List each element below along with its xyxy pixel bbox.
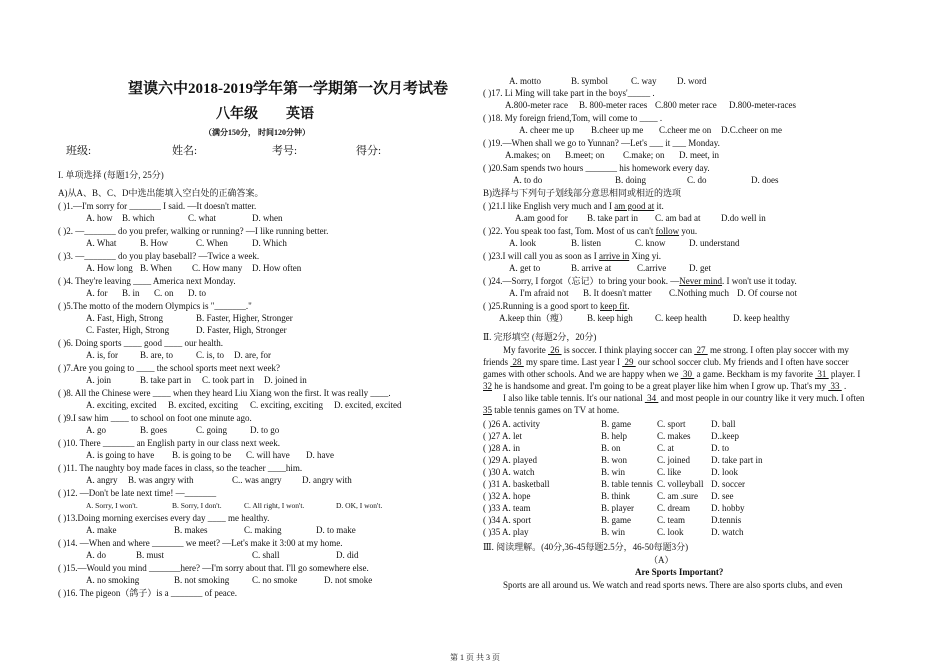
opt26-a: ( )26 A. activity bbox=[483, 419, 540, 429]
q5-opt-d: D. Faster, High, Stronger bbox=[196, 325, 287, 335]
q21-opt-c: C. am bad at bbox=[655, 213, 701, 223]
q1-opt-b: B. which bbox=[122, 213, 155, 223]
q22-end: you. bbox=[679, 226, 698, 236]
q21-opt-b: B. take part in bbox=[587, 213, 638, 223]
opt27-a: ( )27 A. let bbox=[483, 431, 522, 441]
q2-opt-a: A. What bbox=[86, 238, 117, 248]
q15: ( )15.—Would you mind _______here? —I'm sorry about that. I'll go somewhere else. bbox=[58, 563, 369, 573]
q15-opt-c: C. no smoke bbox=[252, 575, 298, 585]
q12-opt-d: D. OK, I won't. bbox=[336, 501, 383, 510]
opt31-b: B. table tennis bbox=[601, 479, 653, 489]
q20-opt-c: C. do bbox=[687, 175, 707, 185]
q14-opt-b: B. must bbox=[136, 550, 165, 560]
blank-34: 34 bbox=[644, 393, 659, 403]
q16-opt-c: C. way bbox=[631, 76, 657, 86]
opt34-b: B. game bbox=[601, 515, 631, 525]
q8: ( )8. All the Chinese were ____ when they heard Liu Xiang won the first. It was really ____. bbox=[58, 388, 391, 398]
q11-opt-c: C.. was angry bbox=[232, 475, 282, 485]
q19-opt-c: C.make; on bbox=[623, 150, 665, 160]
q3-opt-c: C. How many bbox=[192, 263, 243, 273]
q1-opt-a: A. how bbox=[86, 213, 113, 223]
score-time-note: （满分150分， 时间120分钟） bbox=[204, 128, 310, 137]
passage-label: （A） bbox=[649, 555, 674, 565]
opt33-b: B. player bbox=[601, 503, 634, 513]
cloze-text: player. I bbox=[828, 369, 861, 379]
q7-opt-a: A. join bbox=[86, 375, 112, 385]
q25-end: . bbox=[627, 301, 630, 311]
q17-opt-a: A.800-meter race bbox=[505, 100, 568, 110]
q15-opt-a: A. no smoking bbox=[86, 575, 140, 585]
q9-opt-d: D. to go bbox=[250, 425, 280, 435]
q20: ( )20.Sam spends two hours _______ his homework every day. bbox=[483, 163, 710, 173]
q3-opt-d: D. How often bbox=[252, 263, 302, 273]
q3-opt-b: B. When bbox=[140, 263, 172, 273]
q13-opt-b: B. makes bbox=[174, 525, 208, 535]
q16-opt-b: B. symbol bbox=[571, 76, 609, 86]
q3-opt-a: A. How long bbox=[86, 263, 133, 273]
q24-underlined: Never mind bbox=[679, 276, 722, 286]
q12: ( )12. —Don't be late next time! —_______ bbox=[58, 488, 217, 498]
q16: ( )16. The pigeon（鸽子）is a _______ of peace. bbox=[58, 588, 238, 598]
cloze-text: my spare time. Last year I bbox=[523, 357, 623, 367]
q4: ( )4. They're leaving ____ America next Monday. bbox=[58, 276, 236, 286]
q14-opt-d: D. did bbox=[336, 550, 359, 560]
opt35-d: D. watch bbox=[711, 527, 744, 537]
opt31-d: D. soccer bbox=[711, 479, 745, 489]
q15-opt-d: D. not smoke bbox=[324, 575, 373, 585]
q22-text: ( )22. You speak too fast, Tom. Most of us can't bbox=[483, 226, 656, 236]
grade-label: 八年级 bbox=[216, 107, 258, 122]
cloze-text: a game. Beckham is my favorite bbox=[694, 369, 816, 379]
q18: ( )18. My foreign friend,Tom, will come to ____ . bbox=[483, 113, 663, 123]
q21-opt-d: D.do well in bbox=[721, 213, 766, 223]
opt28-b: B. on bbox=[601, 443, 621, 453]
page-footer: 第 1 页 共 3 页 bbox=[450, 653, 500, 662]
cloze-text: is soccer. I think playing soccer can bbox=[561, 345, 695, 355]
q6: ( )6. Doing sports ____ good ____ our health. bbox=[58, 338, 223, 348]
opt34-c: C. team bbox=[657, 515, 685, 525]
blank-30: 30 bbox=[680, 369, 695, 379]
q25-opt-a: A.keep thin（瘦） bbox=[499, 313, 568, 323]
q2-opt-b: B. How bbox=[140, 238, 169, 248]
q2-opt-d: D. Which bbox=[252, 238, 287, 248]
cloze-line-4 bbox=[483, 381, 846, 392]
q16-opt-a: A. motto bbox=[509, 76, 542, 86]
q21-text: ( )21.I like English very much and I bbox=[483, 201, 615, 211]
blank-28: 28 bbox=[510, 357, 524, 367]
q21-opt-a: A.am good for bbox=[515, 213, 568, 223]
q22-opt-b: B. listen bbox=[571, 238, 602, 248]
q23-opt-d: D. get bbox=[689, 263, 711, 273]
q9: ( )9.I saw him ____ to school on foot one minute ago. bbox=[58, 413, 252, 423]
part1-heading: I. 单项选择 (每题1分, 25分) bbox=[58, 170, 164, 180]
q17-opt-b: B. 800-meter races bbox=[579, 100, 648, 110]
q25-underlined: keep fit bbox=[600, 301, 628, 311]
passage-title: Are Sports Important? bbox=[635, 567, 724, 577]
q24-opt-a: A. I'm afraid not bbox=[509, 288, 569, 298]
q8-opt-b: B. excited, exciting bbox=[168, 400, 238, 410]
q22-underlined: follow bbox=[655, 226, 680, 236]
section-b-instruction: B)选择与下列句子划线部分意思相同或相近的选项 bbox=[483, 188, 682, 198]
q24-opt-c: C.Nothing much bbox=[669, 288, 729, 298]
q8-opt-a: A. exciting, excited bbox=[86, 400, 157, 410]
q9-opt-c: C. going bbox=[196, 425, 228, 435]
q19: ( )19.—When shall we go to Yunnan? —Let's ___ it ___ Monday. bbox=[483, 138, 720, 148]
cloze-line-1 bbox=[503, 345, 849, 356]
opt26-c: C. sport bbox=[657, 419, 686, 429]
q14-opt-c: C. shall bbox=[252, 550, 280, 560]
opt35-b: B. win bbox=[601, 527, 626, 537]
q14-opt-a: A. do bbox=[86, 550, 106, 560]
q19-opt-a: A.makes; on bbox=[505, 150, 551, 160]
q24 bbox=[483, 276, 797, 287]
q18-opt-d: D.C.cheer on me bbox=[721, 125, 782, 135]
opt29-b: B. won bbox=[601, 455, 628, 465]
subject-label: 英语 bbox=[286, 107, 314, 122]
part2-heading: Ⅱ. 完形填空 (每题2分，20分) bbox=[483, 332, 597, 342]
opt28-d: D. to bbox=[711, 443, 729, 453]
q19-opt-d: D. meet, in bbox=[679, 150, 719, 160]
q25-opt-b: B. keep high bbox=[587, 313, 633, 323]
opt32-c: C. am .sure bbox=[657, 491, 698, 501]
opt29-d: D. take part in bbox=[711, 455, 763, 465]
q9-opt-a: A. go bbox=[86, 425, 106, 435]
cloze-text: me strong. I often play soccer with my bbox=[707, 345, 849, 355]
exam-title: 望谟六中2018-2019学年第一学期第一次月考试卷 bbox=[128, 81, 448, 97]
opt26-d: D. ball bbox=[711, 419, 736, 429]
opt29-a: ( )29 A. played bbox=[483, 455, 537, 465]
blank-35: 35 bbox=[483, 405, 492, 415]
opt28-c: C. at bbox=[657, 443, 674, 453]
q13-opt-a: A. make bbox=[86, 525, 117, 535]
cloze-line-3 bbox=[483, 369, 860, 380]
opt28-a: ( )28 A. in bbox=[483, 443, 520, 453]
q22 bbox=[483, 226, 697, 237]
opt31-a: ( )31 A. basketball bbox=[483, 479, 550, 489]
q1-opt-c: C. what bbox=[188, 213, 216, 223]
opt32-d: D. see bbox=[711, 491, 734, 501]
q18-opt-a: A. cheer me up bbox=[519, 125, 574, 135]
q24-text: ( )24.—Sorry, I forgot（忘记）to bring your book. — bbox=[483, 276, 680, 286]
opt29-c: C. joined bbox=[657, 455, 690, 465]
q5: ( )5.The motto of the modern Olympics is "_______." bbox=[58, 301, 252, 311]
q17-opt-d: D.800-meter-races bbox=[729, 100, 797, 110]
q11-opt-a: A. angry bbox=[86, 475, 118, 485]
opt30-a: ( )30 A. watch bbox=[483, 467, 535, 477]
q24-opt-d: D. Of course not bbox=[737, 288, 797, 298]
q11-opt-d: D. angry with bbox=[302, 475, 352, 485]
q1: ( )1.—I'm sorry for _______ I said. —It doesn't matter. bbox=[58, 201, 257, 211]
part3-heading: Ⅲ. 阅读理解。(40分,36-45每题2.5分，46-50每题3分) bbox=[483, 542, 689, 552]
cloze-line-5 bbox=[503, 393, 865, 404]
q6-opt-c: C. is, to bbox=[196, 350, 225, 360]
opt34-d: D.tennis bbox=[711, 515, 742, 525]
q17-opt-c: C.800 meter race bbox=[655, 100, 717, 110]
opt35-a: ( )35 A. play bbox=[483, 527, 529, 537]
cloze-text: table tennis games on TV at home. bbox=[492, 405, 620, 415]
q17: ( )17. Li Ming will take part in the boys'_____ . bbox=[483, 88, 655, 98]
cloze-text: he is handsome and great. I'm going to be a great player like him when I grow up. That's my bbox=[492, 381, 829, 391]
q22-opt-a: A. look bbox=[509, 238, 536, 248]
q4-opt-d: D. to bbox=[188, 288, 206, 298]
q14: ( )14. —When and where _______ we meet? —Let's make it 3:00 at my home. bbox=[58, 538, 343, 548]
opt27-b: B. help bbox=[601, 431, 627, 441]
q23-opt-a: A. get to bbox=[509, 263, 541, 273]
q7: ( )7.Are you going to ____ the school sports meet next week? bbox=[58, 363, 280, 373]
q12-opt-a: A. Sorry, I won't. bbox=[86, 501, 138, 510]
field-score: 得分: bbox=[356, 145, 382, 157]
blank-33: 33 bbox=[828, 381, 842, 391]
q20-opt-a: A. to do bbox=[513, 175, 543, 185]
q23-opt-c: C.arrive bbox=[637, 263, 667, 273]
q10-opt-a: A. is going to have bbox=[86, 450, 155, 460]
cloze-text: My favorite bbox=[503, 345, 548, 355]
opt30-d: D. look bbox=[711, 467, 738, 477]
q4-opt-c: C. on bbox=[154, 288, 174, 298]
q23-opt-b: B. arrive at bbox=[571, 263, 612, 273]
q21-underlined: am good at bbox=[614, 201, 655, 211]
q2-opt-c: C. When bbox=[196, 238, 228, 248]
opt27-c: C. makes bbox=[657, 431, 691, 441]
cloze-text: friends bbox=[483, 357, 511, 367]
blank-32: 32 bbox=[483, 381, 492, 391]
q11-opt-b: B. was angry with bbox=[128, 475, 194, 485]
q13-opt-c: C. making bbox=[244, 525, 282, 535]
q10-opt-d: D. have bbox=[306, 450, 334, 460]
q10: ( )10. There _______ an English party in our class next week. bbox=[58, 438, 281, 448]
q8-opt-c: C. exciting, exciting bbox=[250, 400, 323, 410]
blank-31: 31 bbox=[815, 369, 829, 379]
cloze-text: and most people in our country like it very much. I often bbox=[658, 393, 865, 403]
q25 bbox=[483, 301, 630, 312]
opt33-a: ( )33 A. team bbox=[483, 503, 531, 513]
q20-opt-b: B. doing bbox=[615, 175, 647, 185]
q6-opt-a: A. is, for bbox=[86, 350, 118, 360]
q6-opt-b: B. are, to bbox=[140, 350, 173, 360]
cloze-line-6 bbox=[483, 405, 619, 416]
q18-opt-b: B.cheer up me bbox=[591, 125, 644, 135]
field-name: 姓名: bbox=[172, 145, 198, 157]
opt30-b: B. win bbox=[601, 467, 626, 477]
q23-end: Xing yi. bbox=[629, 251, 661, 261]
opt33-c: C. dream bbox=[657, 503, 690, 513]
q25-opt-d: D. keep healthy bbox=[733, 313, 790, 323]
blank-27: 27 bbox=[694, 345, 708, 355]
q10-opt-c: C. will have bbox=[246, 450, 290, 460]
opt31-c: C. volleyball bbox=[657, 479, 704, 489]
opt26-b: B. game bbox=[601, 419, 631, 429]
blank-26: 26 bbox=[548, 345, 562, 355]
q22-opt-d: D. understand bbox=[689, 238, 740, 248]
opt33-d: D. hobby bbox=[711, 503, 745, 513]
cloze-text: games with other schools. And we are happy when we bbox=[483, 369, 681, 379]
q5-opt-c: C. Faster, High, Strong bbox=[86, 325, 170, 335]
q16-opt-d: D. word bbox=[677, 76, 707, 86]
q18-opt-c: C.cheer me on bbox=[659, 125, 712, 135]
opt32-a: ( )32 A. hope bbox=[483, 491, 531, 501]
q24-end: . I won't use it today. bbox=[721, 276, 797, 286]
q22-opt-c: C. know bbox=[635, 238, 666, 248]
q15-opt-b: B. not smoking bbox=[174, 575, 230, 585]
q20-opt-d: D. does bbox=[751, 175, 779, 185]
field-class: 班级: bbox=[66, 145, 92, 157]
opt34-a: ( )34 A. sport bbox=[483, 515, 531, 525]
q10-opt-b: B. is going to be bbox=[172, 450, 232, 460]
q8-opt-d: D. excited, excited bbox=[334, 400, 402, 410]
q7-opt-c: C. took part in bbox=[202, 375, 254, 385]
q19-opt-b: B.meet; on bbox=[565, 150, 605, 160]
passage-text: Sports are all around us. We watch and read sports news. There are also sports clubs, and even bbox=[503, 580, 843, 590]
section-a-instruction: A)从A、B、C、D中选出能填入空白处的正确答案。 bbox=[58, 188, 264, 198]
q13: ( )13.Doing morning exercises every day ____ me healthy. bbox=[58, 513, 270, 523]
q23-underlined: arrive in bbox=[598, 251, 630, 261]
cloze-line-2 bbox=[483, 357, 849, 368]
q4-opt-a: A. for bbox=[86, 288, 108, 298]
q12-opt-b: B. Sorry, I don't. bbox=[172, 501, 222, 510]
cloze-text: our school soccer club. My friends and I often have soccer bbox=[635, 357, 849, 367]
q3: ( )3. —_______ do you play baseball? —Twice a week. bbox=[58, 251, 260, 261]
blank-29: 29 bbox=[622, 357, 636, 367]
q11: ( )11. The naughty boy made faces in class, so the teacher ____him. bbox=[58, 463, 303, 473]
opt30-c: C. like bbox=[657, 467, 681, 477]
q5-opt-a: A. Fast, High, Strong bbox=[86, 313, 164, 323]
q21-end: it. bbox=[654, 201, 664, 211]
q25-text: ( )25.Running is a good sport to bbox=[483, 301, 600, 311]
q4-opt-b: B. in bbox=[122, 288, 140, 298]
field-id: 考号: bbox=[272, 145, 298, 157]
q9-opt-b: B. goes bbox=[140, 425, 167, 435]
q23-text: ( )23.I will call you as soon as I bbox=[483, 251, 599, 261]
q25-opt-c: C. keep health bbox=[655, 313, 707, 323]
cloze-text: . bbox=[841, 381, 847, 391]
q6-opt-d: D. are, for bbox=[234, 350, 271, 360]
cloze-text: I also like table tennis. It's our national bbox=[503, 393, 645, 403]
q7-opt-d: D. joined in bbox=[264, 375, 307, 385]
q24-opt-b: B. It doesn't matter bbox=[583, 288, 652, 298]
opt35-c: C. look bbox=[657, 527, 684, 537]
q1-opt-d: D. when bbox=[252, 213, 283, 223]
q7-opt-b: B. take part in bbox=[140, 375, 191, 385]
q13-opt-d: D. to make bbox=[316, 525, 356, 535]
opt27-d: D..keep bbox=[711, 431, 739, 441]
q12-opt-c: C. All right, I won't. bbox=[244, 501, 305, 510]
q21 bbox=[483, 201, 664, 212]
q23 bbox=[483, 251, 661, 262]
opt32-b: B. think bbox=[601, 491, 631, 501]
q2: ( )2. —_______ do you prefer, walking or running? —I like running better. bbox=[58, 226, 329, 236]
q5-opt-b: B. Faster, Higher, Stronger bbox=[196, 313, 293, 323]
